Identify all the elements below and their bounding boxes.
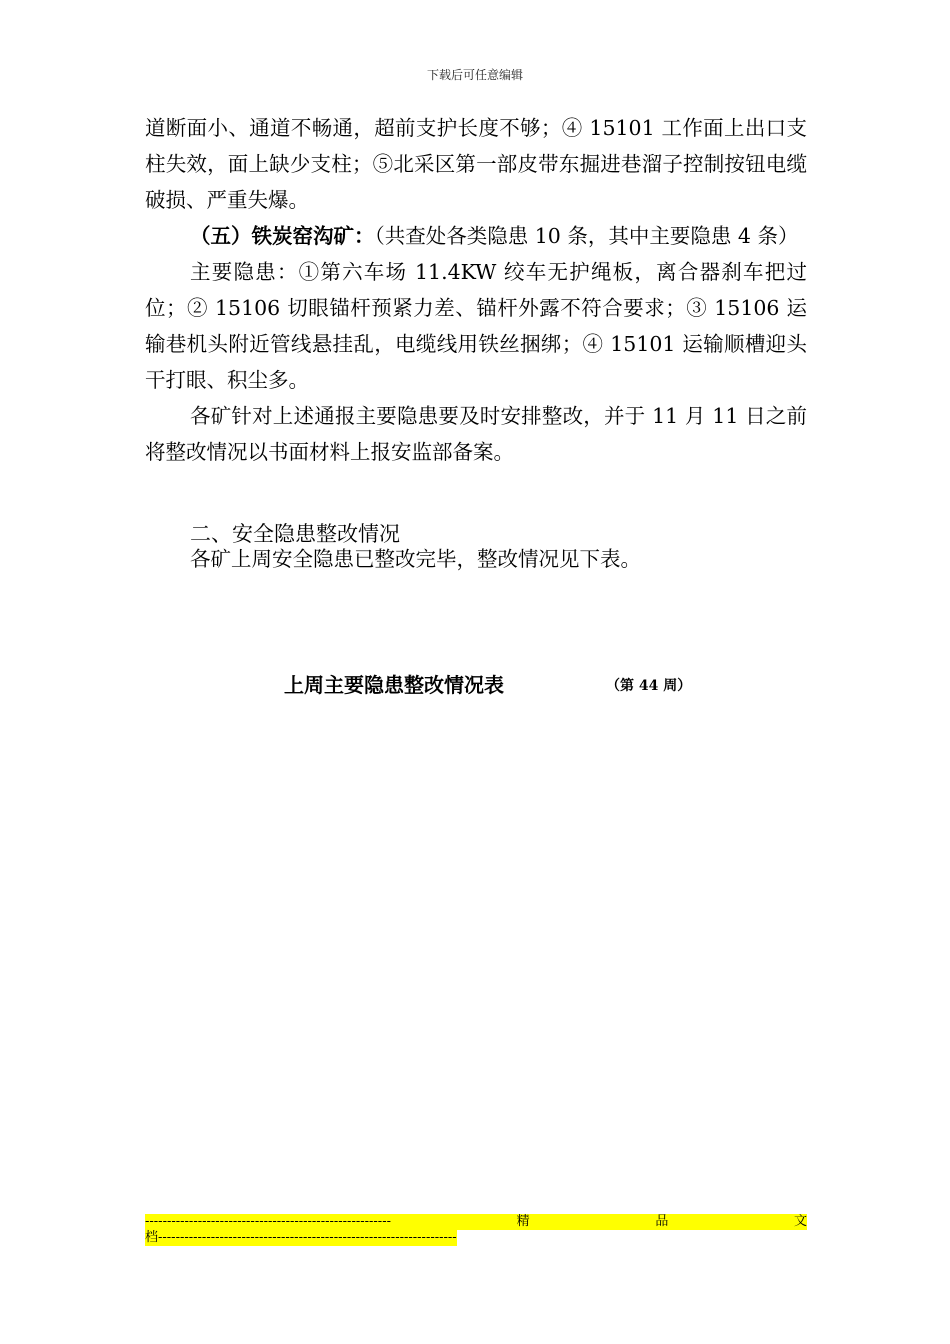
- mine-summary: （共查处各类隐患 10 条，其中主要隐患 4 条）: [374, 224, 799, 248]
- footer-watermark: [145, 1214, 807, 1246]
- body-text: [145, 110, 807, 470]
- paragraph-main-hazards: 主要隐患：①第六车场 11.4KW 绞车无护绳板，离合器刹车把过位；② 15106 切眼锚杆预紧力差、锚杆外露不符合要求；③ 15106 运输巷机头附近管线悬挂乱，电缆线用铁丝捆绑；④ 15101 运输顺槽迎头干打眼、积尘多。: [145, 260, 807, 392]
- footer-line-2: 档--------------------------------------------------------------------: [145, 1230, 457, 1245]
- footer-char-wen: 文: [793, 1214, 807, 1229]
- paragraph-tietanyaogou-mine: [145, 218, 807, 254]
- paragraph-hazards-continued: 道断面小、通道不畅通，超前支护长度不够；④ 15101 工作面上出口支柱失效，面上缺少支柱；⑤北采区第一部皮带东掘进巷溜子控制按钮电缆破损、严重失爆。: [145, 116, 807, 212]
- table-title: 上周主要隐患整改情况表: [284, 673, 504, 697]
- mine-name-heading: （五）铁炭窑沟矿：: [190, 224, 375, 248]
- footer-dashes: --------------------------------------------------------: [145, 1214, 391, 1229]
- footer-char-pin: 品: [655, 1214, 669, 1229]
- page-header: 下载后可任意编辑: [426, 68, 523, 82]
- section-rectification-text: 各矿上周安全隐患已整改完毕，整改情况见下表。: [190, 547, 641, 571]
- table-week-label: （第 44 周）: [606, 678, 692, 694]
- section-heading-rectification: 二、安全隐患整改情况: [190, 522, 400, 546]
- footer-line-1: [145, 1214, 807, 1230]
- footer-char-jing: 精: [516, 1214, 530, 1229]
- paragraph-rectification-notice: 各矿针对上述通报主要隐患要及时安排整改，并于 11 月 11 日之前将整改情况以书面材料上报安监部备案。: [145, 404, 807, 464]
